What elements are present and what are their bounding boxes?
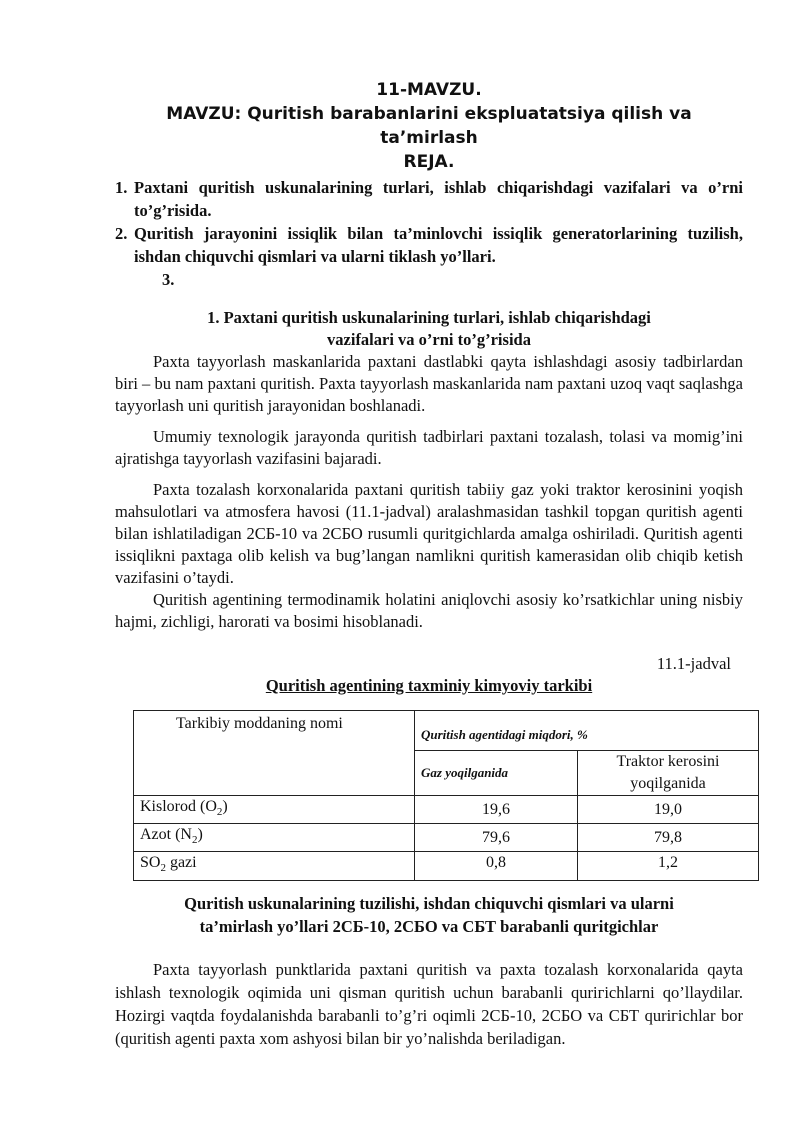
plan-item: 1. Paxtani quritish uskunalarining turlari, ishlab chiqarishdagi vazifalari va o’rni to’g’risida. bbox=[115, 178, 743, 220]
table-row: Azot $(N_2)$ 79,6 79,8 bbox=[134, 824, 759, 852]
section2 bbox=[115, 872, 743, 1050]
header-name: Tarkibiy moddaning nomi bbox=[134, 711, 415, 796]
header-amount: Quritish agentidagi miqdori, % bbox=[415, 711, 759, 751]
table-title: Quritish agentining taxminiy kimyoviy tarkibi bbox=[265, 676, 593, 695]
plan-list bbox=[115, 176, 743, 291]
plan-item: 2. Quritish jarayonini issiqlik bilan ta’minlovchi issiqlik generatorlarining tuzilish, ishdan chiquvchi qismlari va ularni tiklash yo’llari. bbox=[115, 224, 743, 266]
paragraph: Umumiy texnologik jarayonda quritish tadbirlari paxtani tozalash, tolasi va momig’ini ajratishga tayyorlash vazifasini bajaradi. bbox=[115, 427, 743, 468]
section2-title: Quritish uskunalarining tuzilishi, ishdan chiquvchi qismlari va ularni ta’mirlash yo’llari 2СБ-10, 2СБО va СБТ barabanli quritgichlar bbox=[184, 894, 674, 936]
paragraph: Paxta tozalash korxonalarida paxtani quritish tabiiy gaz yoki traktor kerosinini yoqish mahsulotlari va atmosfera havosi (11.1-jadval) aralashmasidan tashkil topgan quritish agenti bilan ishlatiladigan 2СБ-10 va 2СБО rusumli quritgichlarda amalga oshiriladi. Quritish agenti issiqlikni paxtaga olib kelish va bug’langan namlikni quritish kamerasidan olib chiqib ketish vazifasini o’taydi. bbox=[115, 480, 743, 587]
paragraph: Quritish agentining termodinamik holatini aniqlovchi asosiy ko’rsatkichlar uning nisbiy hajmi, zichligi, harorati va bosimi hisoblanadi. bbox=[115, 590, 743, 631]
table-label: 11.1-jadval bbox=[656, 654, 731, 673]
topic-title: MAVZU: Quritish barabanlarini ekspluatatsiya qilish va ta’mirlash bbox=[166, 104, 692, 148]
section1-title: 1. Paxtani quritish uskunalarining turlari, ishlab chiqarishdagi vazifalari va o’rni to’g’risida bbox=[207, 308, 651, 349]
table-row: $SO_2$ gazi 0,8 1,2 bbox=[134, 852, 759, 880]
composition-table bbox=[133, 710, 759, 881]
table-row: Kislorod $(O_2)$ 19,6 19,0 bbox=[134, 796, 759, 824]
paragraph: Paxta tayyorlash maskanlarida paxtani dastlabki qayta ishlashdagi asosiy tadbirlardan biri – bu nam paxtani quritish. Paxta tayyorlash maskanlarida nam paxtani uzoq vaqt saqlashga tayyorlash uni quritish jarayonidan boshlanadi. bbox=[115, 352, 743, 415]
document-page bbox=[115, 78, 743, 697]
topic-number: 11-MAVZU. bbox=[376, 80, 482, 100]
header-gas: Gaz yoqilganida bbox=[415, 751, 578, 796]
plan-heading: REJA. bbox=[403, 152, 455, 172]
header-kerosene: Traktor kerosini yoqilganida bbox=[578, 751, 759, 796]
plan-item: 3. bbox=[162, 270, 175, 289]
paragraph: Paxta tayyorlash punktlarida paxtani quritish va paxta tozalash korxonalarida qayta ishlash texnologik oqimida uni qisman quritish uchun barabanli quriгichlarni qo’llaydilar. Hozirgi vaqtda foydalanishda barabanli to’g’ri oqimli 2СБ-10, 2СБО va СБТ quriгichlar bor (quritish agenti paxta xom ashyosi bilan bir yo’nalishda beriladigan. bbox=[115, 960, 743, 1048]
